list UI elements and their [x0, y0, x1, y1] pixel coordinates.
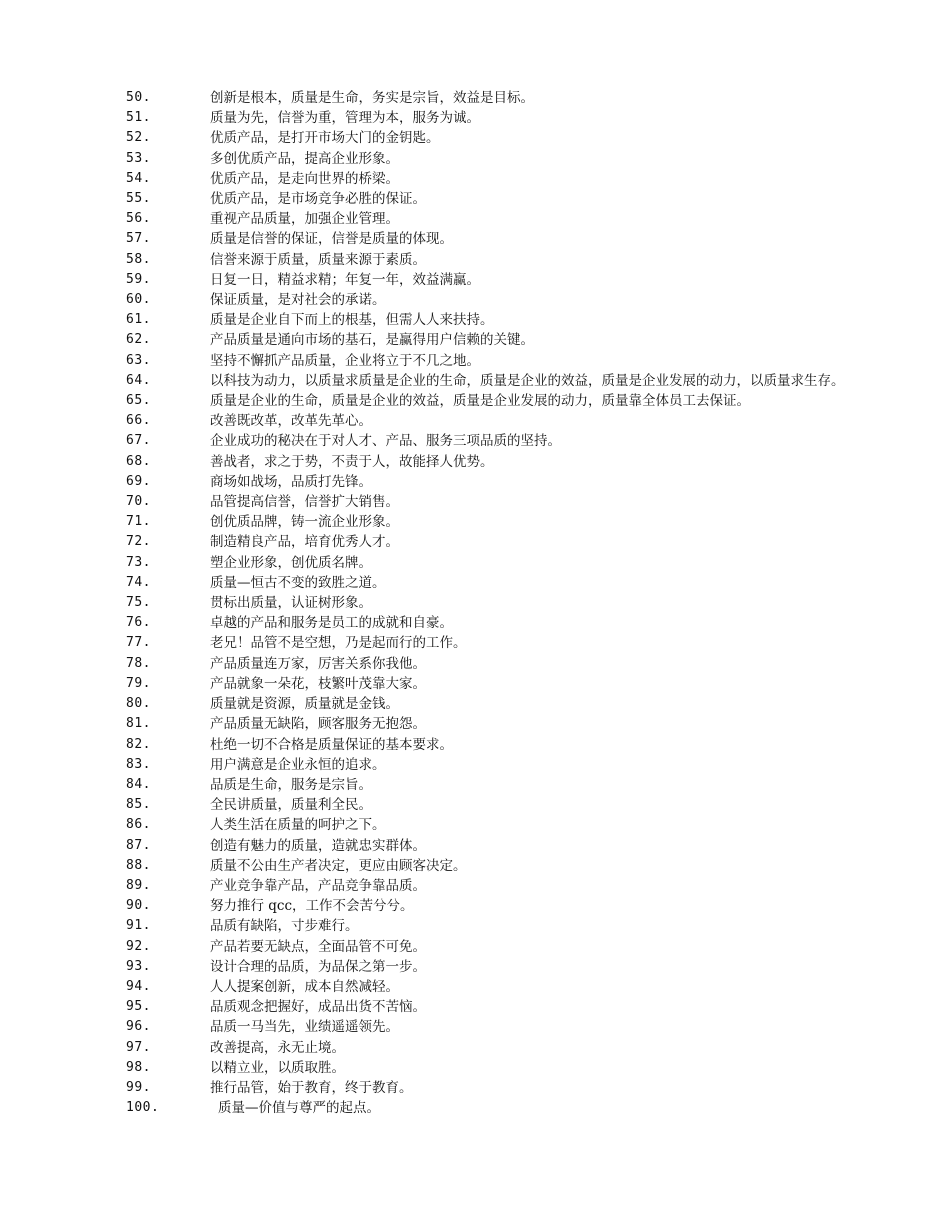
item-text: 创新是根本，质量是生命，务实是宗旨，效益是目标。 — [210, 90, 534, 106]
list-item — [90, 88, 865, 108]
item-number: 55. — [126, 191, 151, 207]
list-item — [90, 169, 865, 189]
item-text: 产品质量无缺陷，顾客服务无抱怨。 — [210, 716, 426, 733]
list-item — [90, 472, 865, 492]
item-number: 77. — [126, 635, 151, 651]
list-item — [90, 613, 865, 633]
item-text: 产品就象一朵花，枝繁叶茂靠大家。 — [210, 675, 426, 692]
list-item — [90, 674, 865, 694]
list-item — [90, 876, 865, 896]
item-text: 日复一日，精益求精；年复一年，效益满赢。 — [210, 271, 480, 288]
list-item — [90, 997, 865, 1017]
item-number: 82. — [126, 736, 151, 752]
list-item — [90, 492, 865, 512]
item-text: 品质有缺陷，寸步难行。 — [210, 918, 359, 935]
item-text: 优质产品，是走向世界的桥梁。 — [210, 170, 399, 187]
item-text: 人人提案创新，成本自然减轻。 — [210, 978, 399, 995]
item-number: 62. — [126, 332, 151, 348]
list-item — [90, 250, 865, 270]
item-number: 92. — [126, 938, 151, 954]
item-text: 品质观念把握好，成品出货不苦恼。 — [210, 999, 426, 1016]
item-text: 制造精良产品，培育优秀人才。 — [210, 534, 399, 551]
list-item — [90, 775, 865, 795]
item-number: 95. — [126, 999, 151, 1015]
list-item — [90, 330, 865, 350]
item-text: 重视产品质量，加强企业管理。 — [210, 211, 399, 228]
item-number: 86. — [126, 817, 151, 833]
item-number: 85. — [126, 797, 151, 813]
item-number: 52. — [126, 130, 151, 146]
item-text: 产品若要无缺点，全面品管不可免。 — [210, 938, 426, 955]
item-text: 改善提高，永无止境。 — [210, 1039, 345, 1056]
item-text: 多创优质产品，提高企业形象。 — [210, 150, 399, 167]
item-number: 58. — [126, 251, 151, 267]
list-item — [90, 532, 865, 552]
list-item — [90, 633, 865, 653]
list-item — [90, 957, 865, 977]
item-number: 61. — [126, 312, 151, 328]
list-item — [90, 755, 865, 775]
item-number: 65. — [126, 393, 151, 409]
list-item — [90, 411, 865, 431]
item-text: 创优质品牌，铸一流企业形象。 — [210, 514, 399, 531]
item-text: 质量是企业的生命，质量是企业的效益，质量是企业发展的动力，质量靠全体员工去保证。 — [210, 393, 750, 410]
list-item — [90, 310, 865, 330]
item-text: 善战者，求之于势，不责于人，故能择人优势。 — [210, 453, 494, 470]
item-text: 卓越的产品和服务是员工的成就和自豪。 — [210, 615, 453, 632]
item-number: 98. — [126, 1059, 151, 1075]
list-item — [90, 856, 865, 876]
item-number: 79. — [126, 675, 151, 691]
item-number: 53. — [126, 150, 151, 166]
item-text: 以精立业，以质取胜。 — [210, 1059, 345, 1076]
list-item — [90, 229, 865, 249]
list-item — [90, 654, 865, 674]
list-item — [90, 1078, 865, 1098]
list-item — [90, 209, 865, 229]
item-text: 质量是信誉的保证，信誉是质量的体现。 — [210, 231, 453, 248]
list-item — [90, 1038, 865, 1058]
list-item — [90, 977, 865, 997]
item-text: 产品质量连万家，厉害关系你我他。 — [210, 655, 426, 672]
item-number: 91. — [126, 918, 151, 934]
item-text: 品管提高信誉，信誉扩大销售。 — [210, 494, 399, 511]
list-item — [90, 553, 865, 573]
item-text: 贯标出质量，认证树形象。 — [210, 595, 372, 612]
list-item — [90, 512, 865, 532]
list-item — [90, 108, 865, 128]
list-item — [90, 371, 865, 391]
list-item — [90, 149, 865, 169]
list-item — [90, 1098, 865, 1118]
item-text: 优质产品，是市场竞争必胜的保证。 — [210, 191, 426, 208]
item-number: 51. — [126, 110, 151, 126]
list-item — [90, 694, 865, 714]
item-text: 商场如战场，品质打先锋。 — [210, 473, 372, 490]
item-number: 81. — [126, 716, 151, 732]
item-number: 70. — [126, 494, 151, 510]
item-text: 质量—恒古不变的致胜之道。 — [210, 574, 386, 591]
item-text: 质量是企业自下而上的根基，但需人人来扶持。 — [210, 312, 494, 329]
item-number: 56. — [126, 211, 151, 227]
item-text: 优质产品，是打开市场大门的金钥匙。 — [210, 130, 440, 147]
item-text: 品质一马当先，业绩遥遥领先。 — [210, 1019, 399, 1036]
item-text: 质量不公由生产者决定，更应由顾客决定。 — [210, 857, 467, 874]
item-number: 50. — [126, 90, 151, 105]
item-number: 99. — [126, 1079, 151, 1095]
item-text: 产业竞争靠产品，产品竞争靠品质。 — [210, 877, 426, 894]
item-number: 84. — [126, 776, 151, 792]
item-text: 改善既改革，改革先革心。 — [210, 413, 372, 430]
item-text: 杜绝一切不合格是质量保证的基本要求。 — [210, 736, 453, 753]
item-number: 80. — [126, 696, 151, 712]
list-item — [90, 836, 865, 856]
item-number: 66. — [126, 413, 151, 429]
item-number: 63. — [126, 352, 151, 368]
item-number: 57. — [126, 231, 151, 247]
item-text: 老兄！品管不是空想，乃是起而行的工作。 — [210, 635, 467, 652]
list-item — [90, 1017, 865, 1037]
item-number: 90. — [126, 898, 151, 914]
list-item — [90, 593, 865, 613]
item-number: 71. — [126, 514, 151, 530]
item-text: 质量就是资源，质量就是金钱。 — [210, 696, 399, 713]
item-text: 质量—价值与尊严的起点。 — [218, 1100, 380, 1117]
item-number: 54. — [126, 170, 151, 186]
list-item — [90, 351, 865, 371]
item-text: 企业成功的秘决在于对人才、产品、服务三项品质的坚持。 — [210, 433, 561, 450]
list-item — [90, 735, 865, 755]
item-text: 保证质量，是对社会的承诺。 — [210, 292, 386, 309]
list-item — [90, 290, 865, 310]
list-item — [90, 452, 865, 472]
item-text: 全民讲质量，质量利全民。 — [210, 797, 372, 814]
list-item — [90, 391, 865, 411]
list-item — [90, 714, 865, 734]
item-number: 69. — [126, 473, 151, 489]
item-number: 97. — [126, 1039, 151, 1055]
list-item — [90, 431, 865, 451]
list-item — [90, 916, 865, 936]
slogan-list — [90, 88, 865, 1118]
list-item — [90, 795, 865, 815]
item-text: 设计合理的品质，为品保之第一步。 — [210, 958, 426, 975]
list-item — [90, 270, 865, 290]
item-number: 93. — [126, 958, 151, 974]
item-number: 59. — [126, 271, 151, 287]
item-text: 信誉来源于质量，质量来源于素质。 — [210, 251, 426, 268]
item-text: 质量为先，信誉为重，管理为本，服务为诚。 — [210, 110, 480, 127]
item-number: 72. — [126, 534, 151, 550]
item-text: 坚持不懈抓产品质量，企业将立于不几之地。 — [210, 352, 480, 369]
item-number: 87. — [126, 837, 151, 853]
item-number: 75. — [126, 595, 151, 611]
item-text: 努力推行 qcc，工作不会苦兮兮。 — [210, 898, 414, 915]
item-text: 以科技为动力，以质量求质量是企业的生命，质量是企业的效益，质量是企业发展的动力，以质量求生存。 — [210, 372, 845, 389]
item-number: 73. — [126, 554, 151, 570]
list-item — [90, 896, 865, 916]
item-number: 78. — [126, 655, 151, 671]
list-item — [90, 189, 865, 209]
item-number: 94. — [126, 978, 151, 994]
item-number: 76. — [126, 615, 151, 631]
item-text: 推行品管，始于教育，终于教育。 — [210, 1079, 413, 1096]
item-text: 用户满意是企业永恒的追求。 — [210, 756, 386, 773]
list-item — [90, 937, 865, 957]
item-number: 100. — [126, 1100, 160, 1116]
item-number: 96. — [126, 1019, 151, 1035]
item-text: 塑企业形象，创优质名牌。 — [210, 554, 372, 571]
item-number: 83. — [126, 756, 151, 772]
item-text: 人类生活在质量的呵护之下。 — [210, 817, 386, 834]
item-number: 67. — [126, 433, 151, 449]
item-number: 88. — [126, 857, 151, 873]
list-item — [90, 573, 865, 593]
item-text: 产品质量是通向市场的基石，是赢得用户信赖的关键。 — [210, 332, 534, 349]
list-item — [90, 128, 865, 148]
item-text: 品质是生命，服务是宗旨。 — [210, 776, 372, 793]
item-number: 89. — [126, 877, 151, 893]
list-item — [90, 815, 865, 835]
item-number: 74. — [126, 574, 151, 590]
item-number: 64. — [126, 372, 151, 388]
list-item — [90, 1058, 865, 1078]
item-number: 68. — [126, 453, 151, 469]
item-number: 60. — [126, 292, 151, 308]
item-text: 创造有魅力的质量，造就忠实群体。 — [210, 837, 426, 854]
